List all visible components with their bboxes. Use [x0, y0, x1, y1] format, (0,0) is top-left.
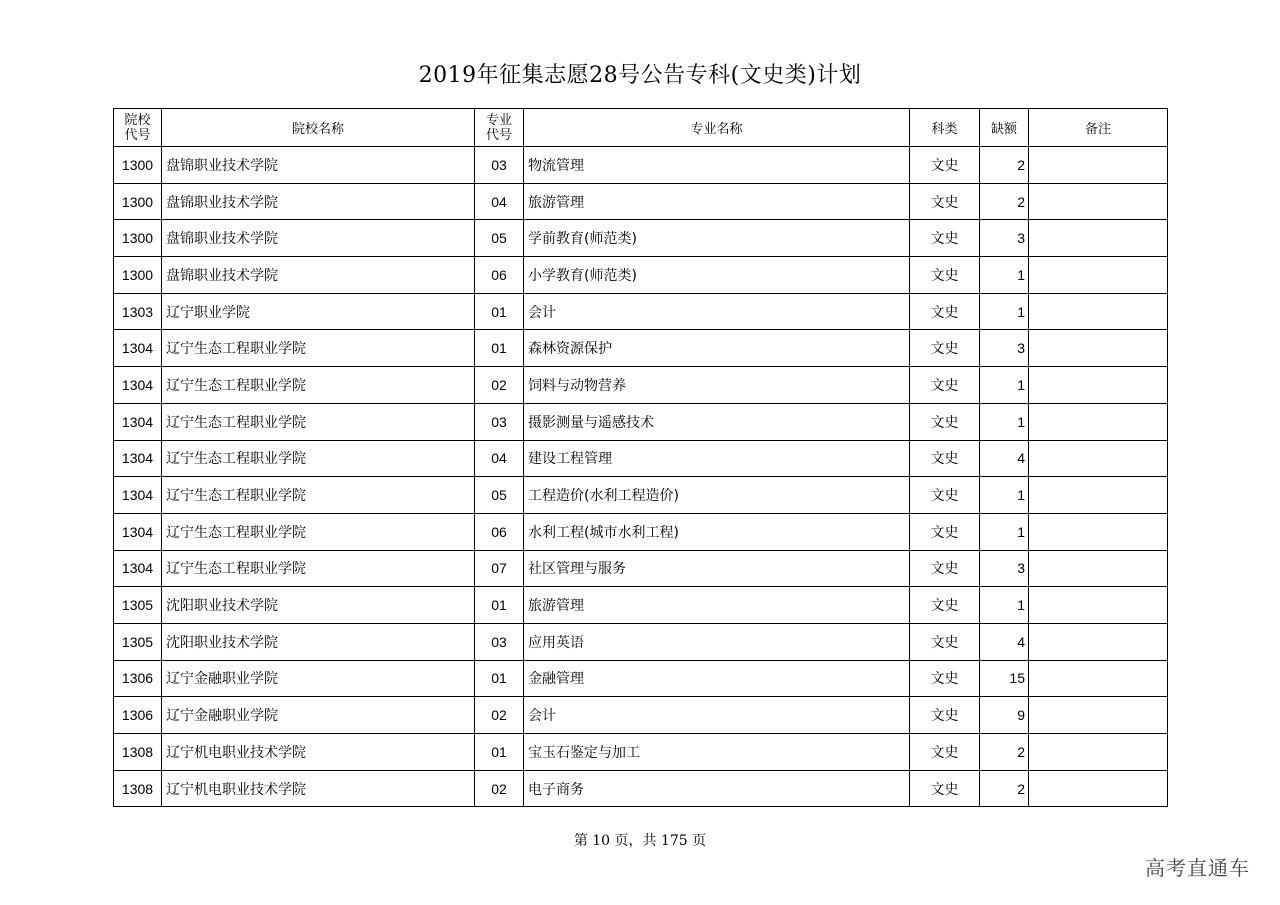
cell-quota: 2 [980, 770, 1029, 807]
cell-major-code: 04 [475, 183, 524, 220]
cell-school-name: 辽宁生态工程职业学院 [162, 440, 475, 477]
cell-school-name: 辽宁金融职业学院 [162, 660, 475, 697]
cell-notes [1029, 367, 1168, 404]
cell-school-code: 1304 [114, 440, 162, 477]
cell-notes [1029, 623, 1168, 660]
cell-notes [1029, 403, 1168, 440]
cell-school-name: 辽宁机电职业技术学院 [162, 770, 475, 807]
watermark-text: 高考直通车 [1145, 856, 1250, 880]
cell-school-name: 辽宁生态工程职业学院 [162, 477, 475, 514]
cell-notes [1029, 183, 1168, 220]
header-notes: 备注 [1029, 109, 1168, 147]
table-row [114, 147, 1168, 184]
document-title: 2019年征集志愿28号公告专科(文史类)计划 [418, 63, 862, 88]
table-row [114, 440, 1168, 477]
cell-category: 文史 [910, 770, 980, 807]
cell-major-name: 电子商务 [524, 770, 910, 807]
cell-quota: 1 [980, 477, 1029, 514]
cell-school-code: 1300 [114, 257, 162, 294]
cell-category: 文史 [910, 697, 980, 734]
cell-school-name: 辽宁生态工程职业学院 [162, 513, 475, 550]
cell-school-code: 1304 [114, 403, 162, 440]
cell-quota: 2 [980, 734, 1029, 771]
cell-major-name: 物流管理 [524, 147, 910, 184]
cell-notes [1029, 734, 1168, 771]
cell-major-code: 05 [475, 220, 524, 257]
header-school-name: 院校名称 [162, 109, 475, 147]
cell-category: 文史 [910, 367, 980, 404]
cell-quota: 15 [980, 660, 1029, 697]
table-row [114, 660, 1168, 697]
cell-major-name: 摄影测量与遥感技术 [524, 403, 910, 440]
cell-school-name: 辽宁机电职业技术学院 [162, 734, 475, 771]
page-footer: 第 10 页，共 175 页 [573, 833, 707, 849]
cell-school-code: 1300 [114, 220, 162, 257]
cell-quota: 1 [980, 293, 1029, 330]
cell-quota: 1 [980, 513, 1029, 550]
cell-school-code: 1304 [114, 367, 162, 404]
cell-quota: 4 [980, 440, 1029, 477]
enrollment-plan-table [113, 108, 1168, 807]
cell-major-name: 会计 [524, 293, 910, 330]
cell-major-name: 建设工程管理 [524, 440, 910, 477]
cell-school-name: 辽宁生态工程职业学院 [162, 367, 475, 404]
cell-category: 文史 [910, 330, 980, 367]
cell-school-code: 1308 [114, 734, 162, 771]
cell-category: 文史 [910, 550, 980, 587]
cell-quota: 9 [980, 697, 1029, 734]
cell-school-code: 1308 [114, 770, 162, 807]
cell-school-code: 1305 [114, 623, 162, 660]
cell-major-code: 05 [475, 477, 524, 514]
cell-school-code: 1303 [114, 293, 162, 330]
cell-major-code: 01 [475, 330, 524, 367]
table-row [114, 587, 1168, 624]
cell-major-name: 宝玉石鉴定与加工 [524, 734, 910, 771]
cell-school-code: 1304 [114, 550, 162, 587]
header-category: 科类 [910, 109, 980, 147]
table-row [114, 293, 1168, 330]
cell-major-name: 旅游管理 [524, 183, 910, 220]
cell-major-code: 01 [475, 734, 524, 771]
cell-school-name: 沈阳职业技术学院 [162, 587, 475, 624]
cell-major-code: 06 [475, 513, 524, 550]
cell-major-name: 水利工程(城市水利工程) [524, 513, 910, 550]
table-row [114, 477, 1168, 514]
cell-major-code: 03 [475, 147, 524, 184]
cell-major-code: 01 [475, 293, 524, 330]
header-major-code: 专业 代号 [475, 109, 524, 147]
cell-quota: 1 [980, 587, 1029, 624]
cell-notes [1029, 697, 1168, 734]
cell-major-name: 工程造价(水利工程造价) [524, 477, 910, 514]
cell-quota: 3 [980, 220, 1029, 257]
cell-category: 文史 [910, 440, 980, 477]
cell-school-code: 1304 [114, 513, 162, 550]
cell-notes [1029, 477, 1168, 514]
cell-school-name: 盘锦职业技术学院 [162, 183, 475, 220]
table-row [114, 183, 1168, 220]
cell-category: 文史 [910, 477, 980, 514]
cell-school-code: 1306 [114, 697, 162, 734]
cell-school-code: 1306 [114, 660, 162, 697]
cell-major-code: 06 [475, 257, 524, 294]
cell-quota: 3 [980, 330, 1029, 367]
cell-notes [1029, 587, 1168, 624]
cell-major-name: 旅游管理 [524, 587, 910, 624]
cell-major-code: 02 [475, 367, 524, 404]
cell-school-name: 沈阳职业技术学院 [162, 623, 475, 660]
cell-school-code: 1300 [114, 183, 162, 220]
cell-major-name: 金融管理 [524, 660, 910, 697]
cell-category: 文史 [910, 734, 980, 771]
cell-major-name: 饲料与动物营养 [524, 367, 910, 404]
header-major-name: 专业名称 [524, 109, 910, 147]
table-row [114, 623, 1168, 660]
table-header-row [114, 109, 1168, 147]
cell-major-code: 01 [475, 660, 524, 697]
cell-category: 文史 [910, 293, 980, 330]
cell-category: 文史 [910, 623, 980, 660]
cell-major-name: 小学教育(师范类) [524, 257, 910, 294]
cell-school-name: 辽宁生态工程职业学院 [162, 403, 475, 440]
cell-major-name: 社区管理与服务 [524, 550, 910, 587]
cell-major-name: 应用英语 [524, 623, 910, 660]
cell-quota: 1 [980, 403, 1029, 440]
cell-category: 文史 [910, 220, 980, 257]
cell-category: 文史 [910, 183, 980, 220]
cell-notes [1029, 660, 1168, 697]
cell-notes [1029, 330, 1168, 367]
cell-major-code: 03 [475, 623, 524, 660]
cell-major-code: 04 [475, 440, 524, 477]
table-row [114, 770, 1168, 807]
cell-major-code: 03 [475, 403, 524, 440]
cell-school-code: 1304 [114, 330, 162, 367]
cell-school-name: 辽宁职业学院 [162, 293, 475, 330]
cell-school-name: 辽宁生态工程职业学院 [162, 330, 475, 367]
table-row [114, 403, 1168, 440]
cell-notes [1029, 257, 1168, 294]
cell-quota: 3 [980, 550, 1029, 587]
cell-notes [1029, 440, 1168, 477]
cell-school-code: 1305 [114, 587, 162, 624]
cell-school-name: 盘锦职业技术学院 [162, 257, 475, 294]
cell-notes [1029, 550, 1168, 587]
cell-school-name: 辽宁生态工程职业学院 [162, 550, 475, 587]
table-row [114, 734, 1168, 771]
cell-category: 文史 [910, 587, 980, 624]
header-school-code: 院校 代号 [114, 109, 162, 147]
cell-school-code: 1304 [114, 477, 162, 514]
cell-notes [1029, 770, 1168, 807]
cell-school-name: 盘锦职业技术学院 [162, 220, 475, 257]
table-row [114, 513, 1168, 550]
cell-notes [1029, 293, 1168, 330]
cell-major-name: 会计 [524, 697, 910, 734]
cell-school-code: 1300 [114, 147, 162, 184]
cell-school-name: 盘锦职业技术学院 [162, 147, 475, 184]
cell-category: 文史 [910, 147, 980, 184]
table-body [114, 147, 1168, 807]
cell-major-code: 02 [475, 770, 524, 807]
cell-major-name: 森林资源保护 [524, 330, 910, 367]
cell-category: 文史 [910, 403, 980, 440]
cell-category: 文史 [910, 257, 980, 294]
cell-major-code: 02 [475, 697, 524, 734]
cell-major-code: 01 [475, 587, 524, 624]
cell-category: 文史 [910, 660, 980, 697]
cell-major-code: 07 [475, 550, 524, 587]
cell-quota: 4 [980, 623, 1029, 660]
header-quota: 缺额 [980, 109, 1029, 147]
cell-quota: 2 [980, 183, 1029, 220]
cell-notes [1029, 220, 1168, 257]
table-row [114, 220, 1168, 257]
table-row [114, 367, 1168, 404]
table-row [114, 257, 1168, 294]
table-row [114, 697, 1168, 734]
cell-quota: 1 [980, 367, 1029, 404]
cell-quota: 2 [980, 147, 1029, 184]
cell-category: 文史 [910, 513, 980, 550]
cell-notes [1029, 147, 1168, 184]
cell-quota: 1 [980, 257, 1029, 294]
cell-notes [1029, 513, 1168, 550]
cell-school-name: 辽宁金融职业学院 [162, 697, 475, 734]
table-row [114, 550, 1168, 587]
cell-major-name: 学前教育(师范类) [524, 220, 910, 257]
table-row [114, 330, 1168, 367]
